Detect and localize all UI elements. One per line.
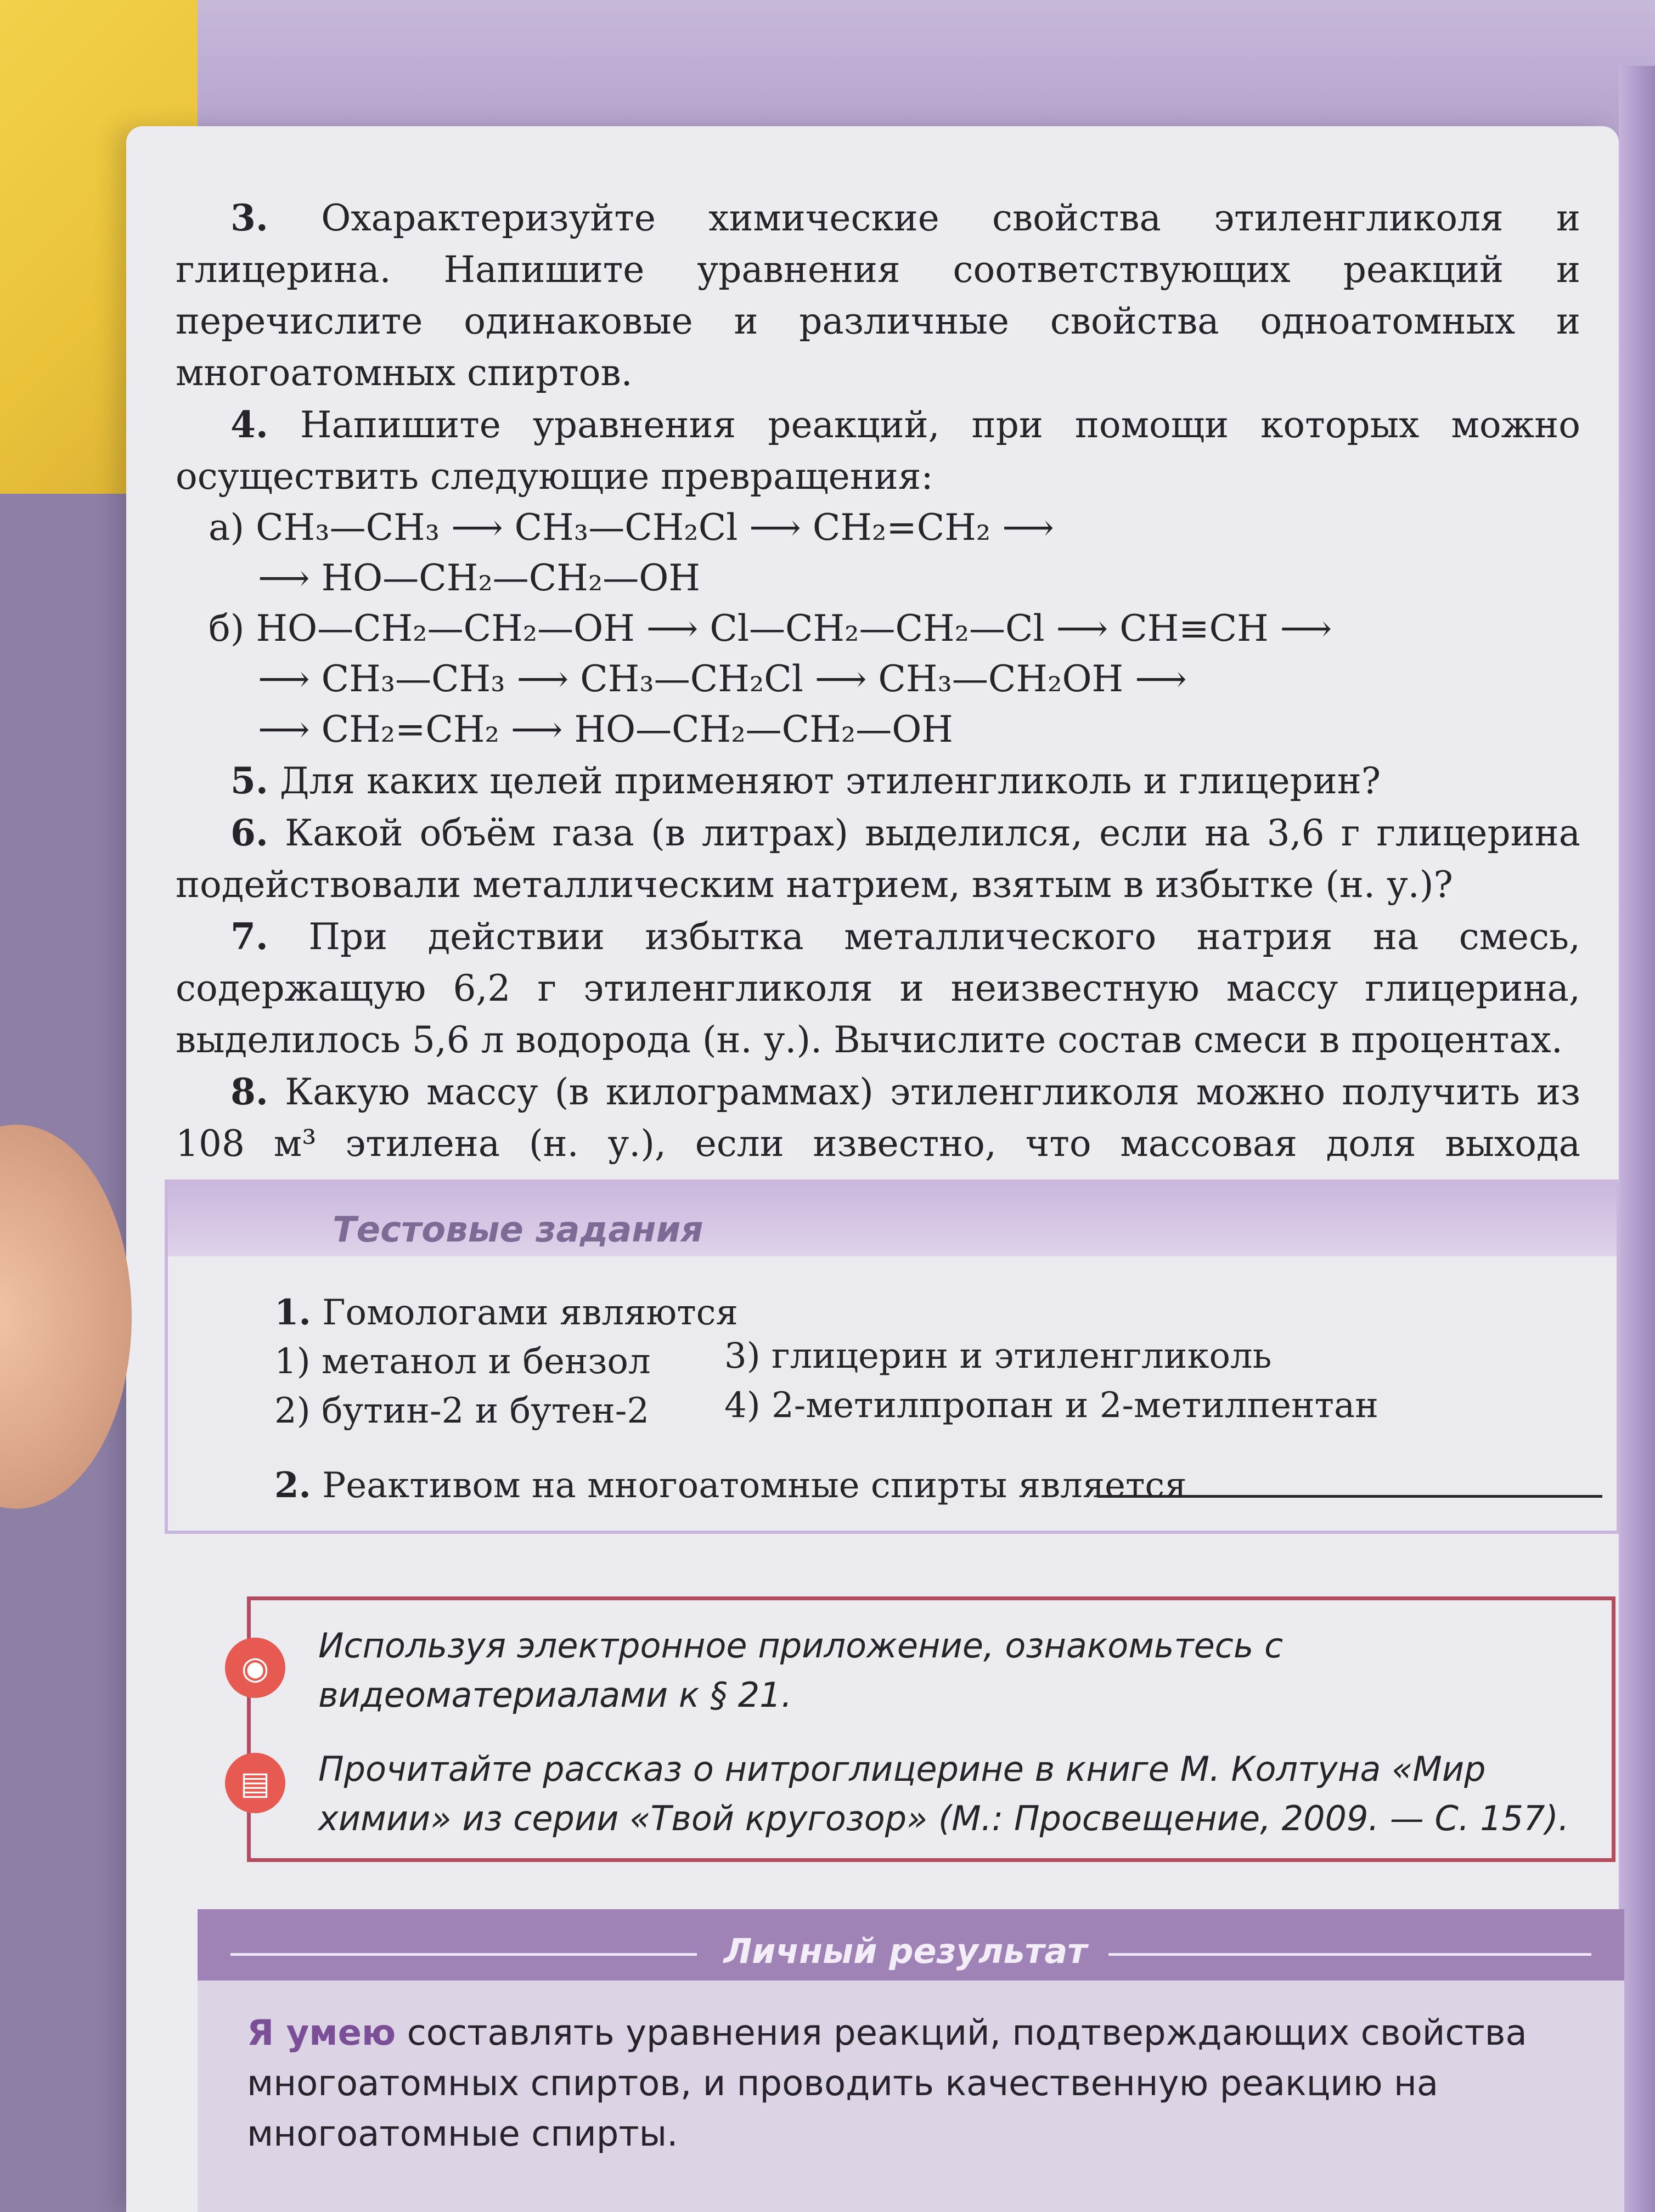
result-divider-left <box>230 1953 697 1956</box>
video-disc-icon: ◉ <box>225 1638 285 1698</box>
page-edge <box>1619 66 1655 2212</box>
exercises <box>176 192 1580 1221</box>
question-7: 7. При действии избытка металлического натрия на смесь, содержащую 6,2 г этиленгликоля и неизвестную массу глицерина, выделилось 5,6 л водорода (н. у.). Вычислите состав смеси в процентах. <box>176 915 1580 1061</box>
test-1-option-2: 2) бутин-2 и бутен-2 <box>274 1391 650 1431</box>
test-1-option-1: 1) метанол и бензол <box>274 1341 651 1382</box>
test-2-question: 2. Реактивом на многоатомные спирты является <box>274 1465 1187 1506</box>
chain-a: а) CH₃—CH₃ ⟶ CH₃—CH₂Cl ⟶ CH₂=CH₂ ⟶ ⟶ HO—CH₂—CH₂—OH <box>209 506 1054 599</box>
test-1-option-3: 3) глицерин и этиленгликоль <box>724 1336 1272 1376</box>
finger <box>0 1125 132 1509</box>
question-3: 3. Охарактеризуйте химические свойства этиленгликоля и глицерина. Напишите уравнения соответствующих реакций и перечислите одинаковые и различные свойства одноатомных и многоатомных спиртов. <box>176 196 1580 394</box>
question-8: 8. Какую массу (в килограммах) этиленгликоля можно получить из 108 м³ этилена (н. у.), если известно, что массовая доля выхода <box>176 1070 1580 1165</box>
question-4: 4. Напишите уравнения реакций, при помощи которых можно осуществить следующие превращения: <box>176 403 1580 498</box>
book-icon: ▤ <box>225 1753 285 1813</box>
question-6: 6. Какой объём газа (в литрах) выделился, если на 3,6 г глицерина подействовали металлическим натрием, взятым в избытке (н. у.)? <box>176 811 1580 906</box>
answer-blank[interactable] <box>1097 1495 1602 1498</box>
result-divider-right <box>1108 1953 1591 1956</box>
chain-b: б) HO—CH₂—CH₂—OH ⟶ Cl—CH₂—CH₂—Cl ⟶ CH≡CH ⟶ ⟶ CH₃—CH₃ ⟶ CH₃—CH₂Cl ⟶ CH₃—CH₂OH ⟶ ⟶ CH₂=CH₂ ⟶ HO—CH₂—CH₂—OH <box>209 607 1332 751</box>
test-title: Тестовые задания <box>333 1210 703 1250</box>
result-title: Личный результат <box>723 1931 1088 1971</box>
info-text-book: Прочитайте рассказ о нитроглицерине в книге М. Колтуна «Мир химии» из серии «Твой кругозор» (М.: Просвещение, 2009. — С. 157). <box>318 1749 1569 1838</box>
info-text-video: Используя электронное приложение, ознакомьтесь с видеоматериалами к § 21. <box>318 1626 1284 1715</box>
test-1-option-4: 4) 2-метилпропан и 2-метилпентан <box>724 1385 1378 1426</box>
question-5: 5. Для каких целей применяют этиленгликоль и глицерин? <box>230 759 1381 802</box>
test-1-question: 1. Гомологами являются <box>274 1292 738 1333</box>
result-text: Я умею составлять уравнения реакций, подтверждающих свойства многоатомных спиртов, и проводить качественную реакцию на многоатомные спирты. <box>247 2013 1527 2154</box>
